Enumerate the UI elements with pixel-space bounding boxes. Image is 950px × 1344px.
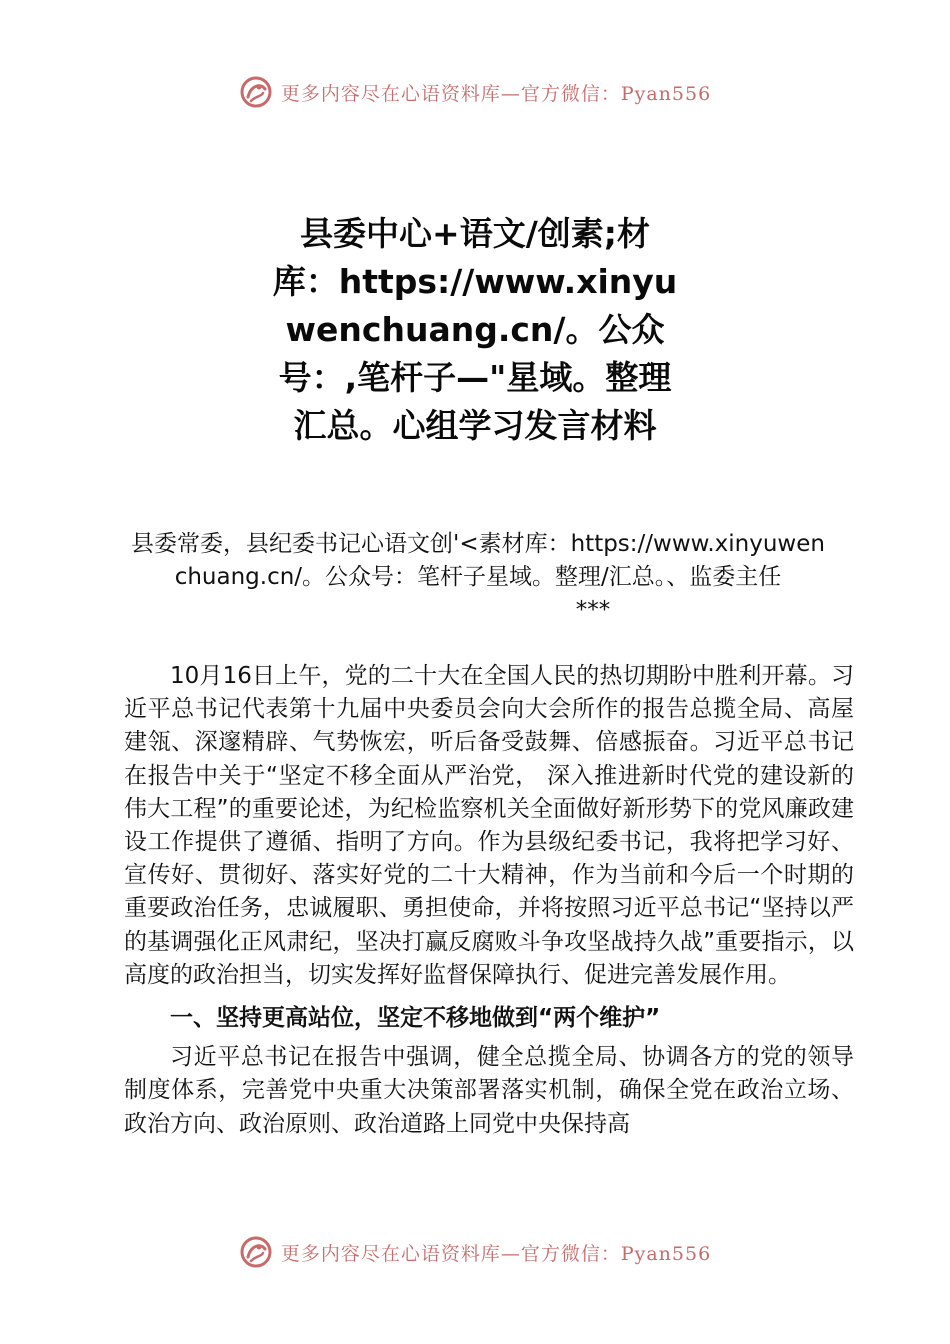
swirl-logo-icon: [239, 75, 273, 109]
author-byline: [128, 528, 828, 627]
watermark-text: 更多内容尽在心语资料库—官方微信：Pyan556: [280, 82, 712, 105]
watermark-text: 更多内容尽在心语资料库—官方微信：Pyan556: [280, 1242, 712, 1265]
body-paragraph: 习近平总书记在报告中强调，健全总揽全局、协调各方的党的领导制度体系，完善党中央重大决策部署落实机制，确保全党在政治立场、政治方向、政治原则、政治道路上同党中央保持高: [124, 1044, 854, 1137]
document-title: 县委中心+语文/创素;材库：https://www.xinyuwenchuang.cn/。公众号：,笔杆子—"星域。整理汇总。心组学习发言材料: [272, 214, 678, 445]
document-body: [124, 660, 854, 1141]
byline-stars: ***: [575, 597, 611, 623]
section-heading: 一、坚持更高站位，坚定不移地做到“两个维护”: [170, 1005, 661, 1032]
body-paragraph: 10月16日上午，党的二十大在全国人民的热切期盼中胜利开幕。习近平总书记代表第十九届中央委员会向大会所作的报告总揽全局、高屋建瓴、深邃精辟、气势恢宏，听后备受鼓舞、倍感振奋。习近平总书记在报告中关于“坚定不移全面从严治党， 深入推进新时代党的建设新的伟大工程”的重要论述，为纪检监察机关全面做好新形势下的党风廉政建设工作提供了遵循、指明了方向。作为县级纪委书记，我将把学习好、宣传好、贯彻好、落实好党的二十大精神，作为当前和今后一个时期的重要政治任务，忠诚履职、勇担使命，并将按照习近平总书记“坚持以严的基调强化正风肃纪，坚决打赢反腐败斗争攻坚战持久战”重要指示，以高度的政治担当，切实发挥好监督保障执行、促进完善发展作用。: [124, 663, 854, 988]
byline-text: 县委常委，县纪委书记心语文创'<素材库：https://www.xinyuwenchuang.cn/。公众号：笔杆子星域。整理/汇总。、监委主任: [131, 531, 825, 590]
watermark-banner-top: [0, 72, 950, 112]
watermark-banner-bottom: [0, 1232, 950, 1272]
swirl-logo-icon: [239, 1235, 273, 1269]
